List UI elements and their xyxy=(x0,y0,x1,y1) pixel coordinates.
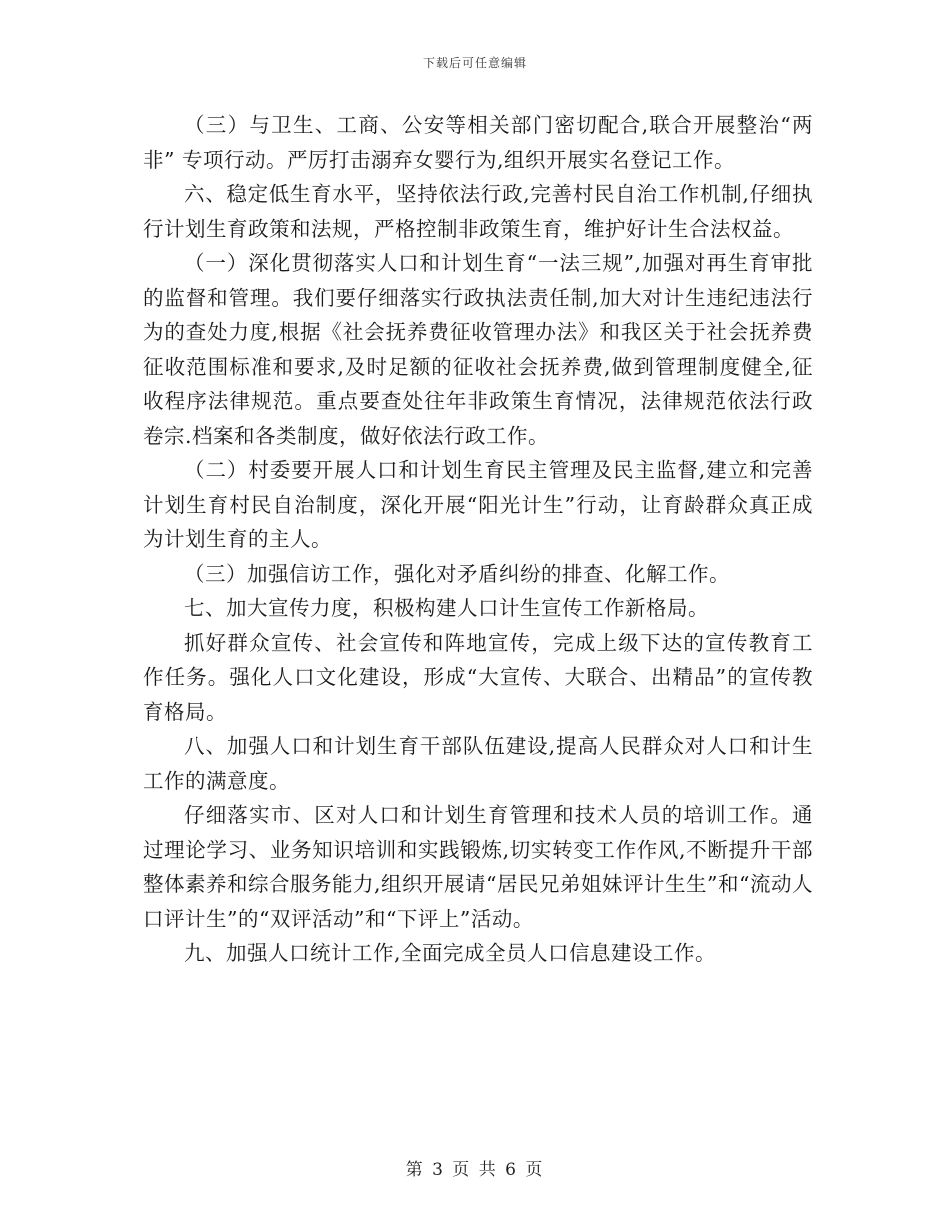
paragraph-4: （二）村委要开展人口和计划生育民主管理及民主监督,建立和完善计划生育村民自治制度，深化开展“阳光计生”行动，让育龄群众真正成为计划生育的主人。 xyxy=(143,458,813,551)
paragraph-8: 八、加强人口和计划生育干部队伍建设,提高人民群众对人口和计生工作的满意度。 xyxy=(143,734,813,793)
paragraph-7: 抓好群众宣传、社会宣传和阵地宣传，完成上级下达的宣传教育工作任务。强化人口文化建设，形成“大宣传、大联合、出精品”的宣传教育格局。 xyxy=(143,630,813,724)
paragraph-6: 七、加大宣传力度，积极构建人口计生宣传工作新格局。 xyxy=(184,596,709,620)
page-header-note: 下载后可任意编辑 xyxy=(422,56,527,70)
paragraph-1: （三）与卫生、工商、公安等相关部门密切配合,联合开展整治“两非” 专项行动。严厉打击溺弃女婴行为,组织开展实名登记工作。 xyxy=(143,113,813,172)
paragraph-10: 九、加强人口统计工作,全面完成全员人口信息建设工作。 xyxy=(184,941,717,965)
paragraph-9: 仔细落实市、区对人口和计划生育管理和技术人员的培训工作。通过理论学习、业务知识培训和实践锻炼,切实转变工作作风,不断提升干部整体素养和综合服务能力,组织开展请“居民兄弟姐妹评计生生”和“流动人口评计生”的“双评活动”和“下评上”活动。 xyxy=(143,803,813,931)
paragraph-2: 六、稳定低生育水平，坚持依法行政,完善村民自治工作机制,仔细执行计划生育政策和法规，严格控制非政策生育，维护好计生合法权益。 xyxy=(143,182,813,241)
document-body xyxy=(143,108,813,971)
paragraph-5: （三）加强信访工作，强化对矛盾纠纷的排查、化解工作。 xyxy=(184,561,730,586)
paragraph-3: （一）深化贯彻落实人口和计划生育“一法三规”,加强对再生育审批的监督和管理。我们要仔细落实行政执法责任制,加大对计生违纪违法行为的查处力度,根据《社会抚养费征收管理办法》和我区关于社会抚养费征收范围标准和要求,及时足额的征收社会抚养费,做到管理制度健全,征收程序法律规范。重点要查处往年非政策生育情况，法律规范依法行政卷宗.档案和各类制度，做好依法行政工作。 xyxy=(143,251,813,448)
page-number: 第 3 页 共 6 页 xyxy=(405,1160,545,1180)
